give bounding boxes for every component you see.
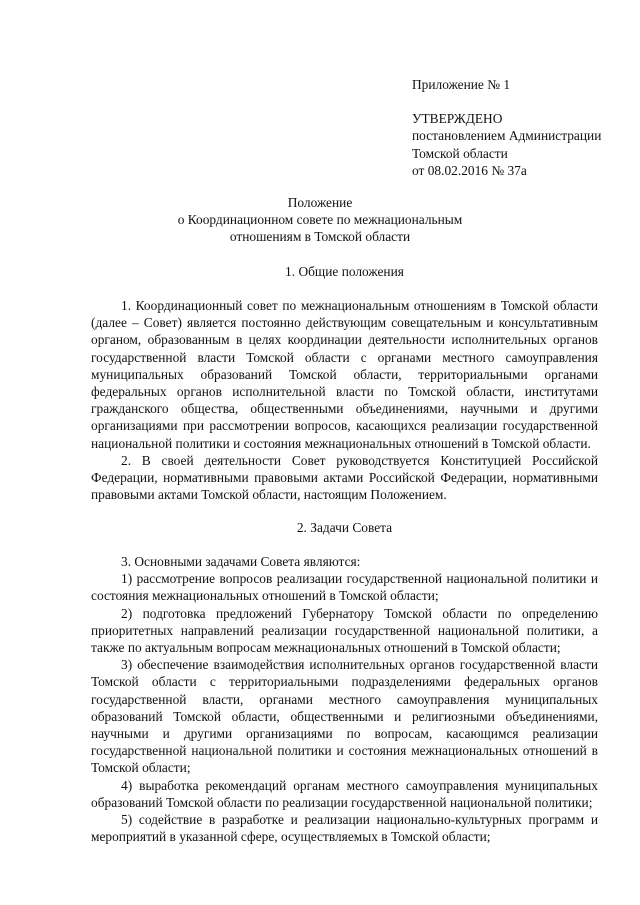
- paragraph: 1. Координационный совет по межнациональным отношениям в Томской области (далее – Совет) является постоянно действующим совещательным и консультативным органом, образованным в целях координации деятельности исполнительных органов государственной власти Томской области с органами местного самоуправления муниципальных образований Томской области, территориальными органами федеральных органов исполнительной власти по Томской области, институтами гражданского общества, общественными объединениями, научными и другими организациями при рассмотрении вопросов, касающихся реализации государственной национальной политики и состояния межнациональных отношений в Томской области.: [91, 298, 598, 451]
- document-title: [0, 194, 640, 246]
- list-item: 1) рассмотрение вопросов реализации государственной национальной политики и состояния межнациональных отношений в Томской области;: [91, 571, 598, 604]
- approval-line: Томской области: [412, 145, 508, 161]
- list-item: 3) обеспечение взаимодействия исполнительных органов государственной власти Томской области с территориальными подразделениями федеральных органов государственной власти, органами местного самоуправления муниципальных образований Томской области, общественными и религиозными объединениями, научными и другими организациями по вопросам, касающимся реализации государственной национальной политики и состояния межнациональных отношений в Томской области;: [91, 657, 598, 776]
- section-2-body: [91, 553, 598, 845]
- approval-line: постановлением Администрации: [412, 128, 602, 144]
- approval-block: [412, 76, 627, 179]
- paragraph: 2. В своей деятельности Совет руководствуется Конституцией Российской Федерации, нормативными правовыми актами Российской Федерации, нормативными правовыми актами Томской области, настоящим Положением.: [91, 452, 598, 503]
- paragraph: 3. Основными задачами Совета являются:: [121, 554, 361, 569]
- list-item: 5) содействие в разработке и реализации национально-культурных программ и мероприятий в указанной сфере, осуществляемых в Томской области;: [91, 812, 598, 845]
- section-1-body: [91, 297, 598, 503]
- appendix-label: Приложение № 1: [412, 77, 511, 92]
- title-line: отношениям в Томской области: [229, 229, 411, 245]
- approved-stamp: УТВЕРЖДЕНО: [412, 111, 503, 127]
- list-item: 2) подготовка предложений Губернатору Томской области по определению приоритетных направлений реализации государственной национальной политики, а также по актуальным вопросам межнациональных отношений в Томской области;: [91, 605, 598, 656]
- section-heading: 1. Общие положения: [285, 264, 404, 279]
- title-line: Положение: [287, 195, 353, 210]
- section-heading: 2. Задачи Совета: [296, 520, 393, 535]
- list-item: 4) выработка рекомендаций органам местного самоуправления муниципальных образований Томской области по реализации государственной национальной политики;: [91, 777, 598, 810]
- approval-date: от 08.02.2016 № 37а: [412, 162, 527, 178]
- title-line: о Координационном совете по межнациональным: [177, 212, 463, 228]
